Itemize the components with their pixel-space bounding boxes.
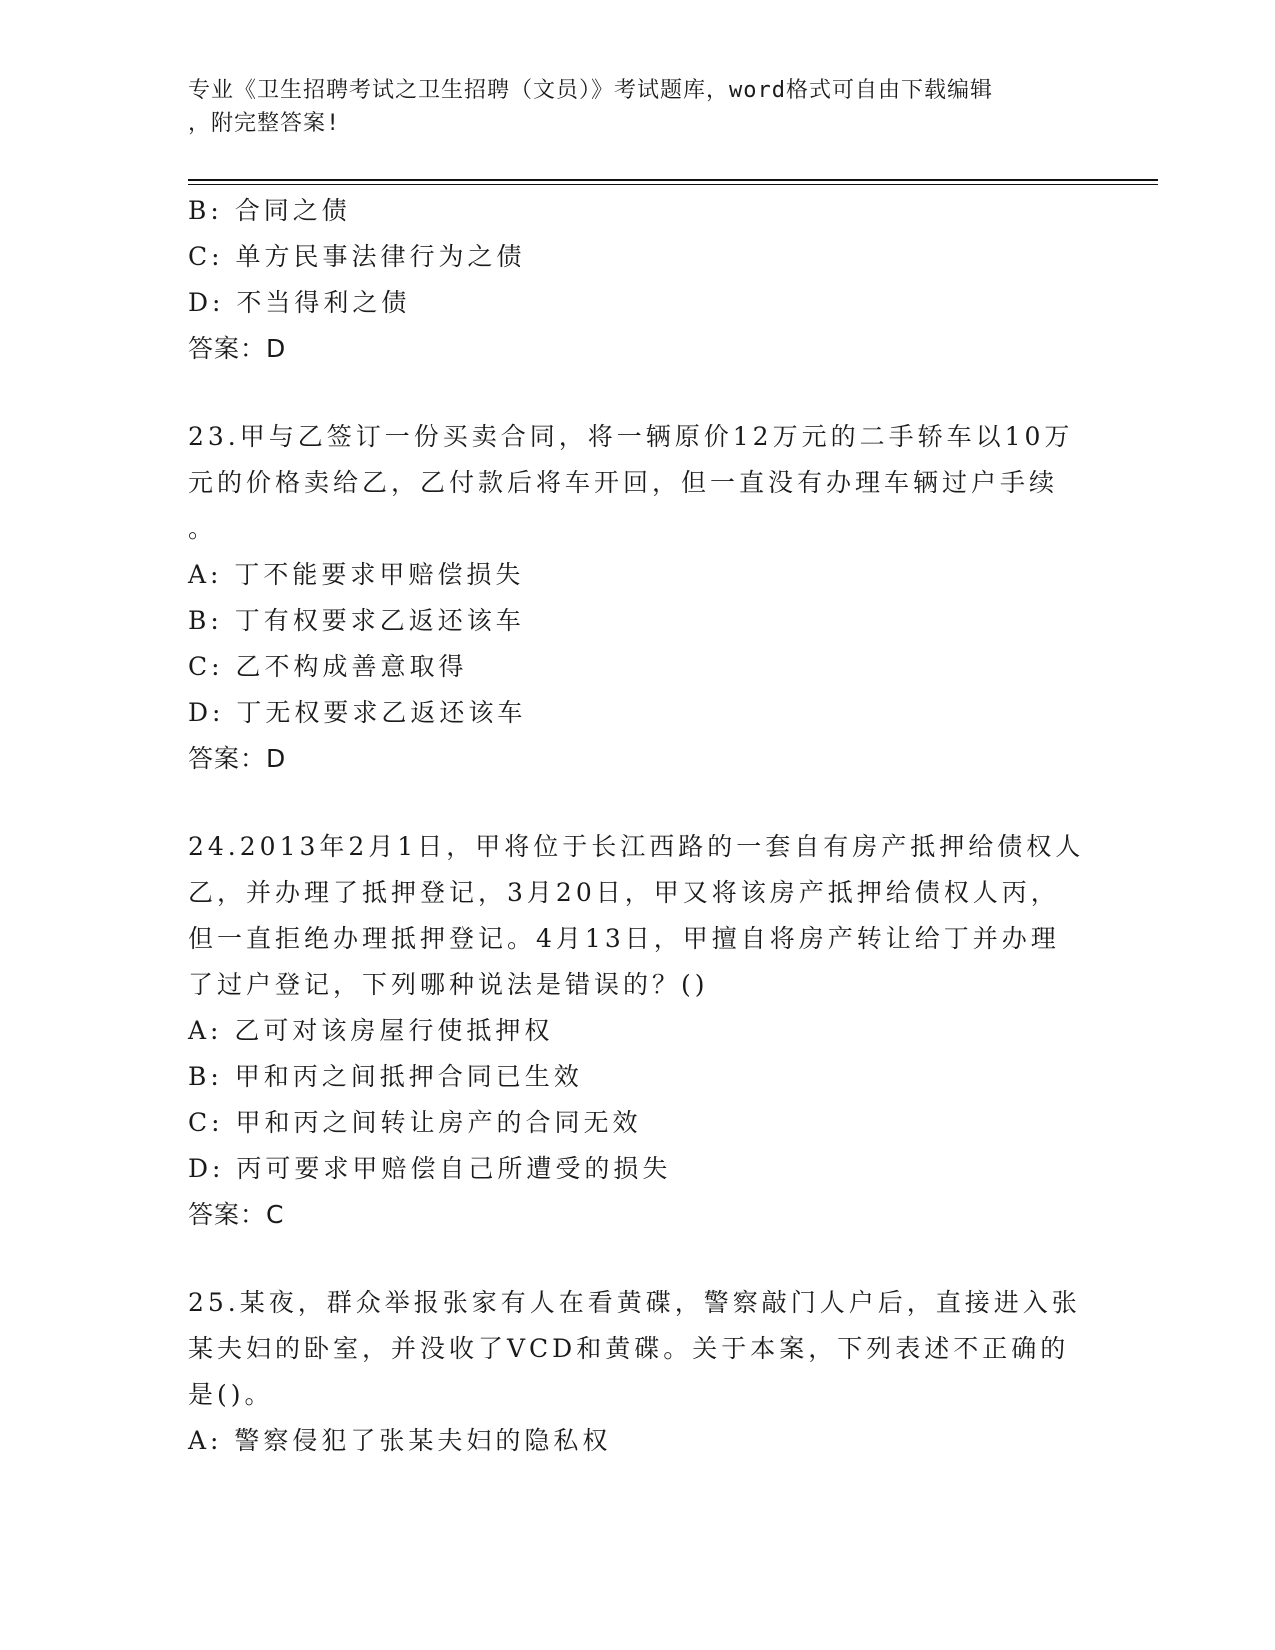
- question-stem-line: 24.2013年2月1日，甲将位于长江西路的一套自有房产抵押给债权人: [188, 832, 1085, 861]
- question-stem-line: 了过户登记，下列哪种说法是错误的？(): [188, 970, 709, 999]
- header-line-1: 专业《卫生招聘考试之卫生招聘（文员）》考试题库，word格式可自由下载编辑: [188, 78, 993, 103]
- option-d: D: 丁无权要求乙返还该车: [188, 698, 527, 727]
- question-stem-line: 某夫妇的卧室，并没收了VCD和黄碟。关于本案，下列表述不正确的: [188, 1334, 1070, 1363]
- answer-label: 答案：D: [188, 744, 287, 773]
- option-d: D: 不当得利之债: [188, 288, 411, 317]
- previous-question-block: [188, 188, 1108, 372]
- spacer: [188, 372, 1108, 414]
- header-line-2: ，附完整答案!: [188, 111, 341, 136]
- option-a: A: 乙可对该房屋行使抵押权: [188, 1016, 554, 1045]
- document-header: [188, 74, 1088, 140]
- question-stem-line: 25.某夜，群众举报张家有人在看黄碟，警察敲门人户后，直接进入张: [188, 1288, 1081, 1317]
- option-d: D: 丙可要求甲赔偿自己所遭受的损失: [188, 1154, 672, 1183]
- header-divider-thin: [188, 184, 1158, 185]
- question-stem-line: 元的价格卖给乙，乙付款后将车开回，但一直没有办理车辆过户手续: [188, 468, 1059, 497]
- header-divider-thick: [188, 179, 1158, 181]
- question-stem-line: 是()。: [188, 1380, 274, 1409]
- option-b: B: 甲和丙之间抵押合同已生效: [188, 1062, 583, 1091]
- answer-label: 答案：C: [188, 1200, 285, 1229]
- answer-label: 答案：D: [188, 334, 287, 363]
- spacer: [188, 782, 1108, 824]
- question-stem-line: 23.甲与乙签订一份买卖合同，将一辆原价12万元的二手轿车以10万: [188, 422, 1074, 451]
- question-25: [188, 1280, 1108, 1464]
- question-stem-line: 但一直拒绝办理抵押登记。4月13日，甲擅自将房产转让给丁并办理: [188, 924, 1060, 953]
- question-stem-line: 乙，并办理了抵押登记，3月20日，甲又将该房产抵押给债权人丙，: [188, 878, 1060, 907]
- spacer: [188, 1238, 1108, 1280]
- question-24: [188, 824, 1108, 1238]
- option-c: C: 乙不构成善意取得: [188, 652, 468, 681]
- option-b: B: 合同之债: [188, 196, 351, 225]
- option-c: C: 甲和丙之间转让房产的合同无效: [188, 1108, 642, 1137]
- option-c: C: 单方民事法律行为之债: [188, 242, 526, 271]
- question-23: [188, 414, 1108, 782]
- question-stem-line: 。: [188, 514, 218, 543]
- option-b: B: 丁有权要求乙返还该车: [188, 606, 525, 635]
- option-a: A: 警察侵犯了张某夫妇的隐私权: [188, 1426, 612, 1455]
- question-content: [188, 188, 1108, 1464]
- option-a: A: 丁不能要求甲赔偿损失: [188, 560, 525, 589]
